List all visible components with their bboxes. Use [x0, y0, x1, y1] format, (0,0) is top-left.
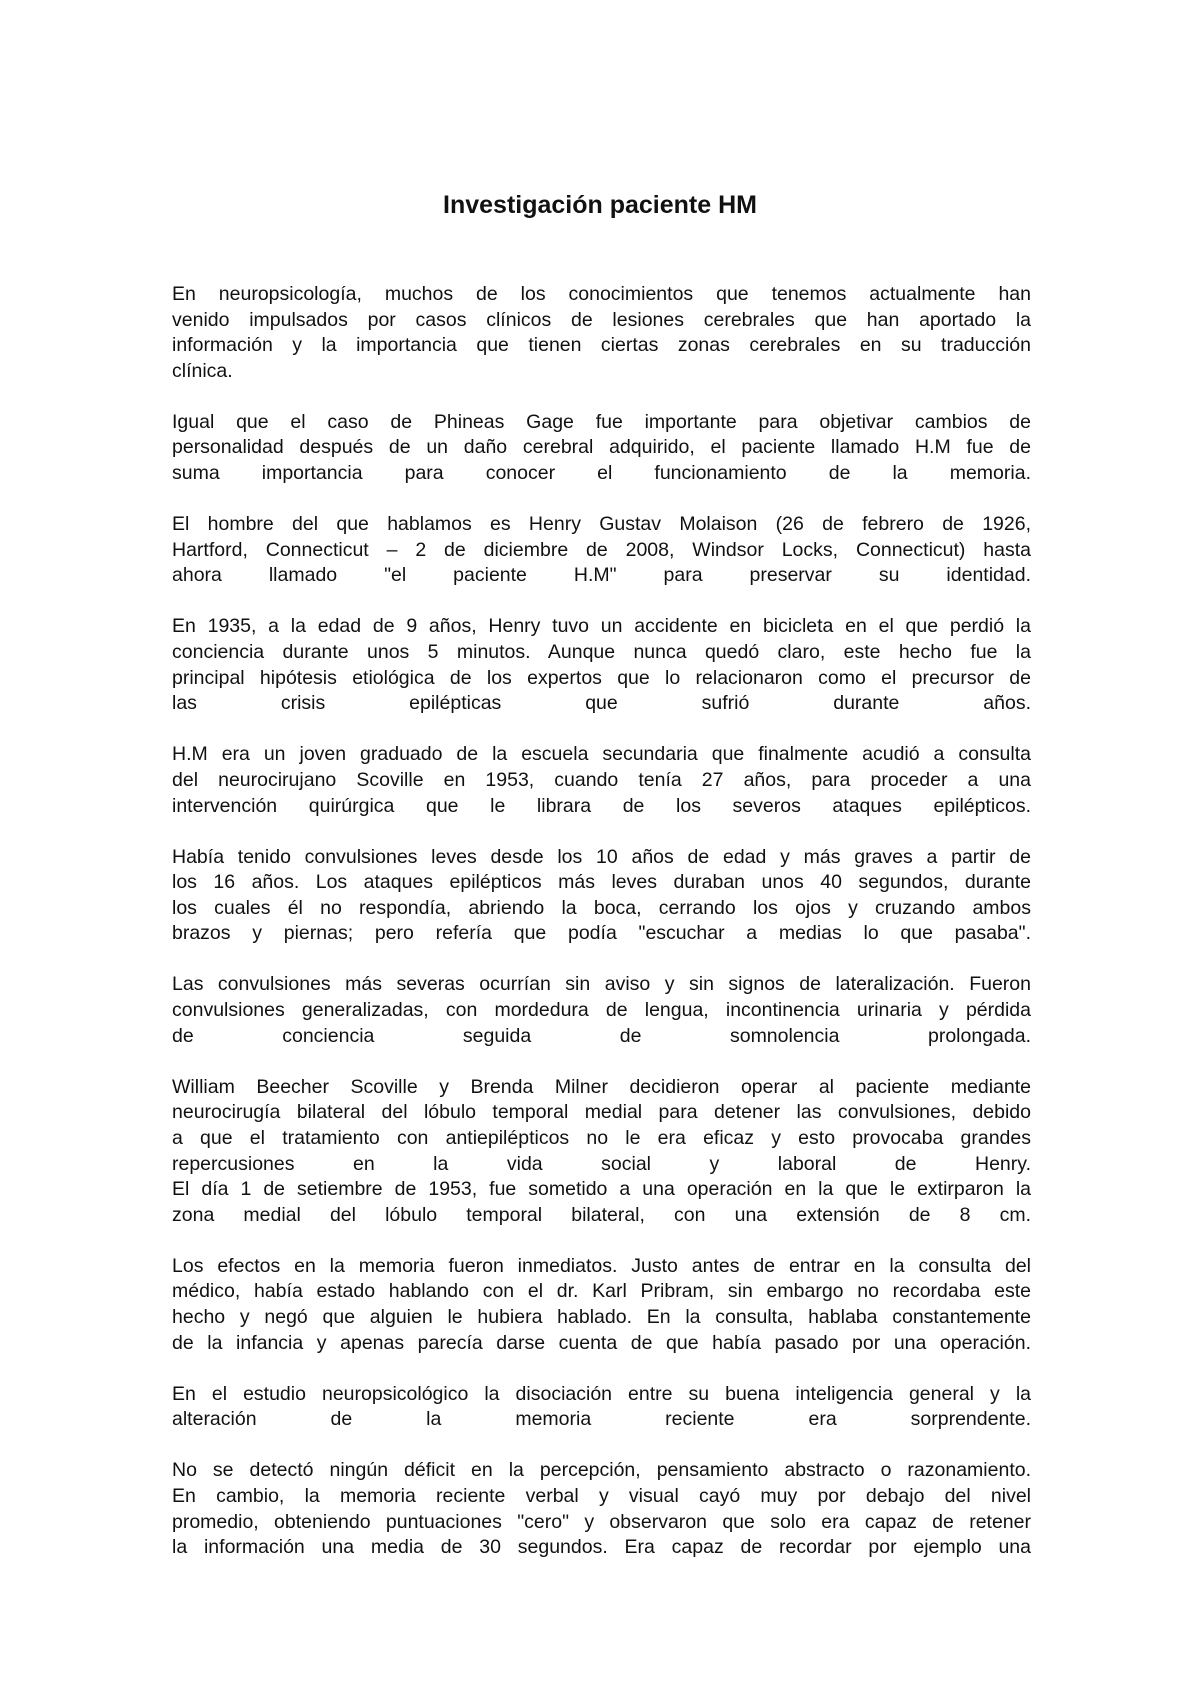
- body-paragraph: [172, 845, 1031, 947]
- body-paragraph: [172, 742, 1031, 819]
- paragraph-line: El día 1 de setiembre de 1953, fue sometido a una operación en la que le extirparon la: [172, 1178, 1031, 1201]
- paragraph-line: William Beecher Scoville y Brenda Milner decidieron operar al paciente mediante: [172, 1075, 1031, 1098]
- body-paragraph: [172, 512, 1031, 589]
- document-title: Investigación paciente HM: [443, 191, 757, 219]
- paragraph-line: En cambio, la memoria reciente verbal y visual cayó muy por debajo del nivel: [172, 1484, 1031, 1507]
- body-paragraph: [172, 1382, 1031, 1433]
- paragraph-line: médico, había estado hablando con el dr. Karl Pribram, sin embargo no recordaba este: [172, 1280, 1031, 1303]
- paragraph-line: clínica.: [172, 359, 233, 382]
- paragraph-line: convulsiones generalizadas, con mordedura de lengua, incontinencia urinaria y pérdida: [172, 999, 1031, 1022]
- paragraph-line: Los efectos en la memoria fueron inmediatos. Justo antes de entrar en la consulta del: [172, 1254, 1031, 1277]
- paragraph-line: hecho y negó que alguien le hubiera hablado. En la consulta, hablaba constantemente: [172, 1306, 1031, 1328]
- paragraph-line: de la infancia y apenas parecía darse cuenta de que había pasado por una operación.: [172, 1331, 1031, 1354]
- paragraph-line: repercusiones en la vida social y laboral de Henry.: [172, 1152, 1031, 1175]
- paragraph-line: El hombre del que hablamos es Henry Gustav Molaison (26 de febrero de 1926,: [172, 513, 1031, 536]
- paragraph-line: los cuales él no respondía, abriendo la boca, cerrando los ojos y cruzando ambos: [172, 896, 1031, 919]
- paragraph-line: Hartford, Connecticut – 2 de diciembre de 2008, Windsor Locks, Connecticut) hasta: [172, 538, 1031, 561]
- paragraph-line: los 16 años. Los ataques epilépticos más leves duraban unos 40 segundos, durante: [172, 871, 1031, 894]
- paragraph-line: Las convulsiones más severas ocurrían sin aviso y sin signos de lateralización. Fueron: [172, 973, 1031, 996]
- document-body: [172, 282, 1031, 1586]
- paragraph-line: a que el tratamiento con antiepilépticos no le era eficaz y esto provocaba grandes: [172, 1126, 1031, 1149]
- body-paragraph: [172, 1458, 1031, 1560]
- paragraph-line: ahora llamado "el paciente H.M" para preservar su identidad.: [172, 564, 1031, 587]
- paragraph-line: Igual que el caso de Phineas Gage fue importante para objetivar cambios de: [172, 410, 1031, 433]
- paragraph-line: No se detectó ningún déficit en la percepción, pensamiento abstracto o razonamiento.: [172, 1459, 1031, 1482]
- paragraph-line: H.M era un joven graduado de la escuela secundaria que finalmente acudió a consulta: [172, 743, 1031, 766]
- paragraph-line: En 1935, a la edad de 9 años, Henry tuvo un accidente en bicicleta en el que perdió la: [172, 615, 1031, 638]
- paragraph-line: del neurocirujano Scoville en 1953, cuando tenía 27 años, para proceder a una: [172, 768, 1031, 791]
- paragraph-line: neurocirugía bilateral del lóbulo temporal medial para detener las convulsiones, debido: [172, 1101, 1031, 1124]
- paragraph-line: venido impulsados por casos clínicos de lesiones cerebrales que han aportado la: [172, 308, 1031, 331]
- paragraph-line: las crisis epilépticas que sufrió durante años.: [172, 692, 1031, 715]
- body-paragraph: [172, 1075, 1031, 1229]
- body-paragraph: [172, 282, 1031, 384]
- paragraph-line: personalidad después de un daño cerebral adquirido, el paciente llamado H.M fue de: [172, 436, 1031, 459]
- paragraph-line: de conciencia seguida de somnolencia prolongada.: [172, 1024, 1031, 1047]
- paragraph-line: la información una media de 30 segundos. Era capaz de recordar por ejemplo una: [172, 1536, 1031, 1559]
- paragraph-line: información y la importancia que tienen ciertas zonas cerebrales en su traducción: [172, 334, 1031, 357]
- paragraph-line: En el estudio neuropsicológico la disociación entre su buena inteligencia general y la: [172, 1382, 1031, 1405]
- body-paragraph: [172, 1254, 1031, 1356]
- paragraph-line: suma importancia para conocer el funcionamiento de la memoria.: [172, 462, 1031, 485]
- paragraph-line: alteración de la memoria reciente era sorprendente.: [172, 1408, 1031, 1431]
- paragraph-line: intervención quirúrgica que le librara de los severos ataques epilépticos.: [172, 794, 1031, 817]
- paragraph-line: brazos y piernas; pero refería que podía "escuchar a medias lo que pasaba".: [172, 922, 1031, 945]
- paragraph-line: zona medial del lóbulo temporal bilateral, con una extensión de 8 cm.: [172, 1203, 1031, 1226]
- body-paragraph: [172, 972, 1031, 1049]
- paragraph-line: promedio, obteniendo puntuaciones "cero" y observaron que solo era capaz de retener: [172, 1510, 1031, 1533]
- body-paragraph: [172, 410, 1031, 487]
- paragraph-line: En neuropsicología, muchos de los conocimientos que tenemos actualmente han: [172, 283, 1031, 305]
- body-paragraph: [172, 614, 1031, 716]
- paragraph-line: principal hipótesis etiológica de los expertos que lo relacionaron como el precursor de: [172, 666, 1031, 689]
- paragraph-line: Había tenido convulsiones leves desde los 10 años de edad y más graves a partir de: [172, 845, 1031, 868]
- paragraph-line: conciencia durante unos 5 minutos. Aunque nunca quedó claro, este hecho fue la: [172, 641, 1031, 664]
